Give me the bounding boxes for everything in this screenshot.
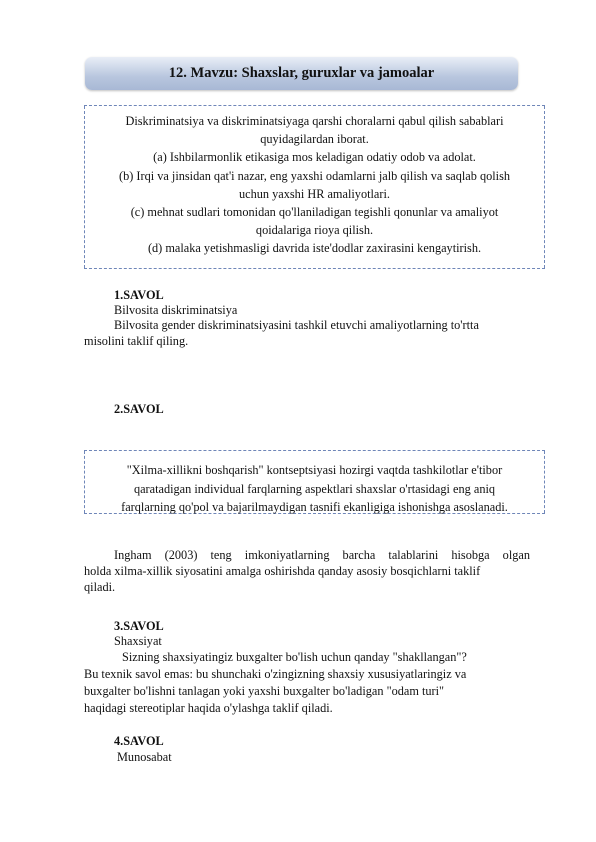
q1-text-line: misolini taklif qiling. [84, 334, 189, 348]
q1-text-line: Bilvosita gender diskriminatsiyasini tashkil etuvchi amaliyotlarning to'rtta [114, 318, 479, 332]
q4-heading: 4.SAVOL [114, 734, 164, 748]
q3-subheading: Shaxsiyat [114, 634, 162, 648]
reasons-line: uchun yaxshi HR amaliyotlari. [239, 186, 390, 201]
reasons-line: (d) malaka yetishmasligi davrida iste'dodlar zaxirasini kengaytirish. [147, 241, 482, 256]
reasons-line: Diskriminatsiya va diskriminatsiyaga qarshi choralarni qabul qilish sabablari [125, 114, 504, 128]
q3-text-line: haqidagi stereotiplar haqida o'ylashga taklif qiladi. [84, 701, 333, 715]
q2-text-line: holda xilma-xillik siyosatini amalga oshirishda qanday asosiy bosqichlarni taklif [84, 564, 481, 578]
reasons-line: (c) mehnat sudlari tomonidan qo'llaniladigan tegishli qonunlar va amaliyot [130, 205, 499, 220]
q3-heading: 3.SAVOL [114, 619, 164, 633]
diversity-quote-box [84, 450, 545, 514]
topic-title: 12. Mavzu: Shaxslar, guruxlar va jamoalar [168, 65, 435, 81]
quote-line: farqlarning qo'pol va bajarilmaydigan tasnifi ekanligiga ishonishga asoslanadi. [121, 500, 508, 514]
quote-line: "Xilma-xillikni boshqarish" kontseptsiyasi hozirgi vaqtda tashkilotlar e'tibor [126, 463, 503, 477]
reasons-line: (b) Irqi va jinsidan qat'i nazar, eng yaxshi odamlarni jalb qilish va saqlab qolish [118, 168, 511, 183]
q3-text-line: Bu texnik savol emas: bu shunchaki o'zingizning shaxsiy xususiyatlaringiz va [84, 667, 467, 681]
q3-text-line: buxgalter bo'lishni tanlagan yoki yaxshi buxgalter bo'ladigan "odam turi" [84, 684, 445, 698]
q2-text-line: qiladi. [84, 580, 116, 594]
q2-text-line: Ingham (2003) teng imkoniyatlarning barcha talablarini hisobga olgan [114, 548, 530, 562]
q4-subheading: Munosabat [117, 750, 172, 764]
reasons-box [84, 105, 545, 269]
topic-title-banner [85, 57, 518, 90]
q1-heading: 1.SAVOL [114, 288, 164, 302]
reasons-line: quyidagilardan iborat. [260, 132, 369, 147]
q2-heading: 2.SAVOL [114, 402, 164, 416]
reasons-line: (a) Ishbilarmonlik etikasiga mos keladigan odatiy odob va adolat. [153, 150, 476, 165]
q3-question: Sizning shaxsiyatingiz buxgalter bo'lish uchun qanday "shakllangan"? [122, 650, 467, 664]
reasons-line: qoidalariga rioya qilish. [255, 223, 374, 238]
q1-subheading: Bilvosita diskriminatsiya [114, 303, 238, 317]
quote-line: qaratadigan individual farqlarning aspektlari shaxslar o'rtasidagi eng aniq [133, 481, 496, 496]
